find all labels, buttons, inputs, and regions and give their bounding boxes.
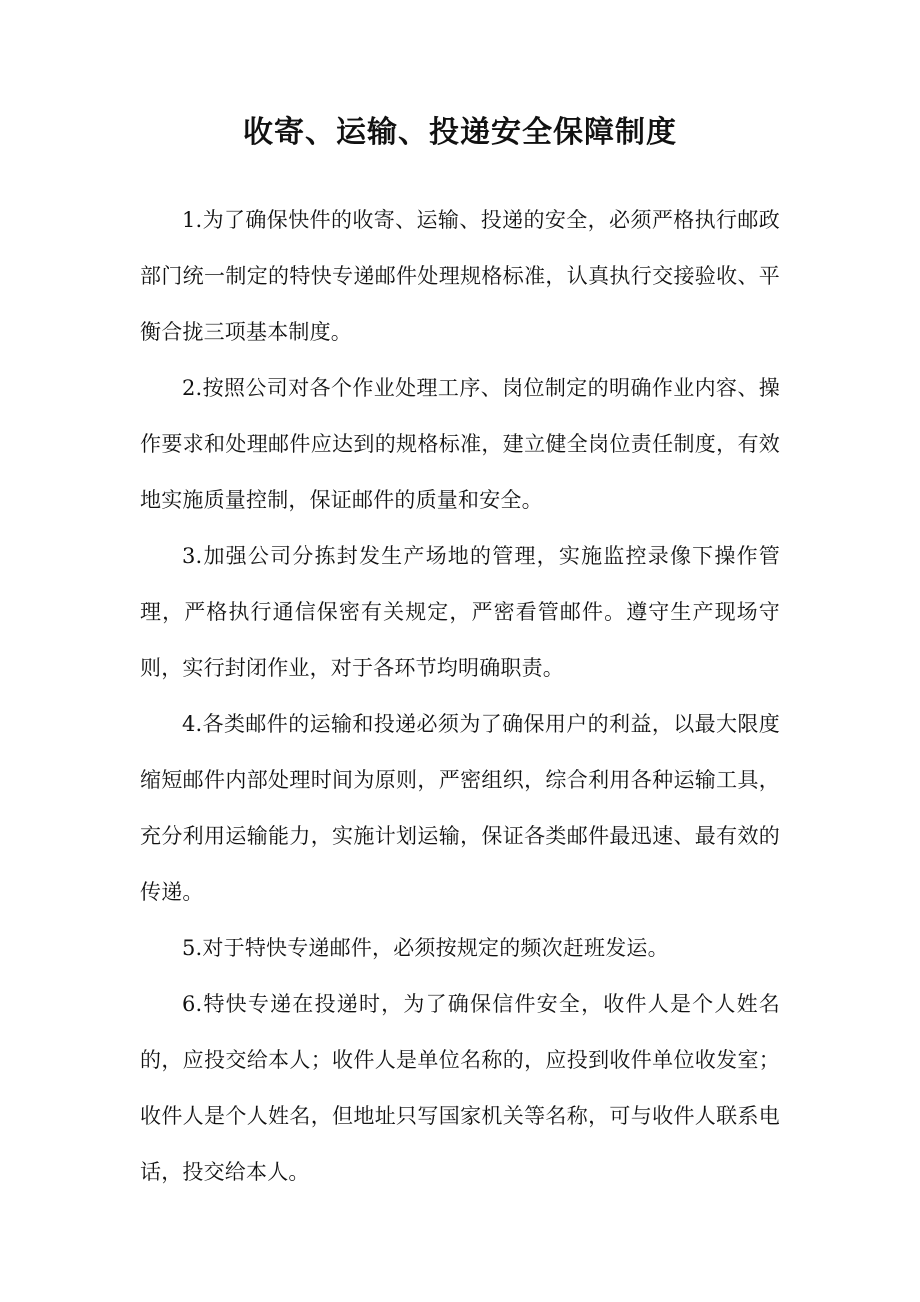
document-body	[140, 192, 780, 1200]
paragraph-2: 2.按照公司对各个作业处理工序、岗位制定的明确作业内容、操作要求和处理邮件应达到的规格标准，建立健全岗位责任制度，有效地实施质量控制，保证邮件的质量和安全。	[140, 376, 780, 512]
paragraph-6: 6.特快专递在投递时，为了确保信件安全，收件人是个人姓名的，应投交给本人；收件人是单位名称的，应投到收件单位收发室；收件人是个人姓名，但地址只写国家机关等名称，可与收件人联系电话，投交给本人。	[140, 992, 780, 1184]
paragraph-3: 3.加强公司分拣封发生产场地的管理，实施监控录像下操作管理，严格执行通信保密有关规定，严密看管邮件。遵守生产现场守则，实行封闭作业，对于各环节均明确职责。	[140, 544, 780, 680]
paragraph-1: 1.为了确保快件的收寄、运输、投递的安全，必须严格执行邮政部门统一制定的特快专递邮件处理规格标准，认真执行交接验收、平衡合拢三项基本制度。	[140, 208, 780, 344]
paragraph-5: 5.对于特快专递邮件，必须按规定的频次赶班发运。	[182, 936, 669, 960]
paragraph-4: 4.各类邮件的运输和投递必须为了确保用户的利益，以最大限度缩短邮件内部处理时间为原则，严密组织，综合利用各种运输工具，充分利用运输能力，实施计划运输，保证各类邮件最迅速、最有效的传递。	[140, 712, 780, 904]
document-title: 收寄、运输、投递安全保障制度	[243, 115, 677, 150]
